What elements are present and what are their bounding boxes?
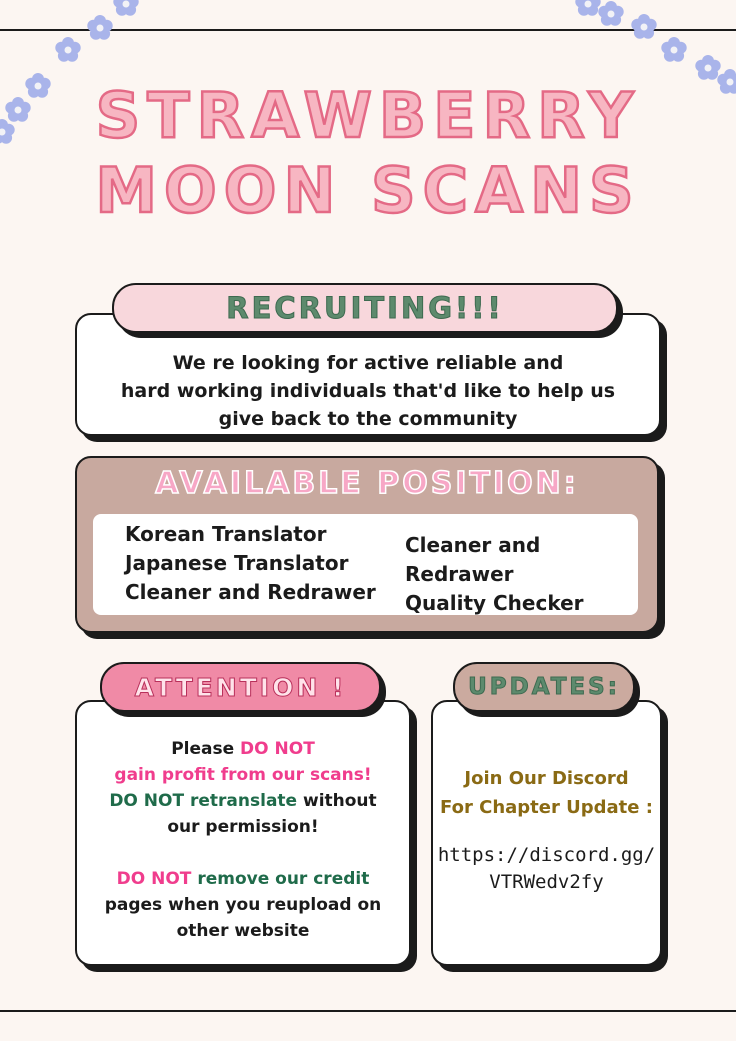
updates-box — [431, 700, 662, 966]
positions-heading: AVAILABLE POSITION: — [155, 466, 579, 501]
attention-retranslate: retranslate — [190, 791, 298, 811]
discord-invite-text — [433, 764, 660, 822]
recruiting-line: give back to the community — [218, 408, 518, 430]
attention-do-not: DO NOT — [116, 869, 198, 889]
discord-link-part: https://discord.gg/ — [437, 844, 656, 866]
attention-remove-credit: remove our credit — [197, 869, 370, 889]
position-item: Quality Checker — [405, 591, 584, 615]
top-divider — [0, 29, 736, 31]
title-line-1: STRAWBERRY — [95, 79, 641, 152]
attention-without: without — [297, 791, 377, 811]
position-item: Korean Translator — [125, 522, 327, 546]
discord-link-part: VTRWedv2fy — [489, 871, 604, 893]
discord-link[interactable] — [433, 842, 660, 896]
attention-permission: our permission! — [167, 817, 319, 837]
attention-box — [75, 700, 411, 966]
position-item: Cleaner and Redrawer — [405, 533, 541, 586]
attention-do-not: DO NOT — [240, 739, 315, 759]
attention-reupload: pages when you reupload on — [104, 895, 382, 915]
discord-line: For Chapter Update : — [440, 797, 653, 818]
position-item: Cleaner and Redrawer — [125, 580, 376, 604]
attention-other-website: other website — [176, 921, 310, 941]
attention-do-not: DO NOT — [109, 791, 190, 811]
attention-please: Please — [171, 739, 241, 759]
recruiting-heading: RECRUITING!!! — [112, 283, 618, 333]
attention-heading: ATTENTION ! — [100, 662, 381, 712]
updates-heading: UPDATES: — [453, 662, 635, 712]
recruiting-line: We re looking for active reliable and — [172, 352, 564, 374]
positions-box — [75, 456, 659, 633]
discord-line: Join Our Discord — [464, 768, 629, 789]
attention-text — [77, 736, 409, 944]
title-line-2: MOON SCANS — [95, 154, 641, 227]
recruiting-line: hard working individuals that'd like to help us — [120, 380, 616, 402]
attention-gain-profit: gain profit from our scans! — [114, 765, 372, 785]
position-item: Japanese Translator — [125, 551, 349, 575]
positions-column-right — [405, 531, 638, 618]
recruiting-text — [77, 349, 659, 433]
positions-list-panel — [93, 514, 638, 615]
bottom-divider — [0, 1010, 736, 1012]
positions-column-left — [125, 520, 376, 607]
